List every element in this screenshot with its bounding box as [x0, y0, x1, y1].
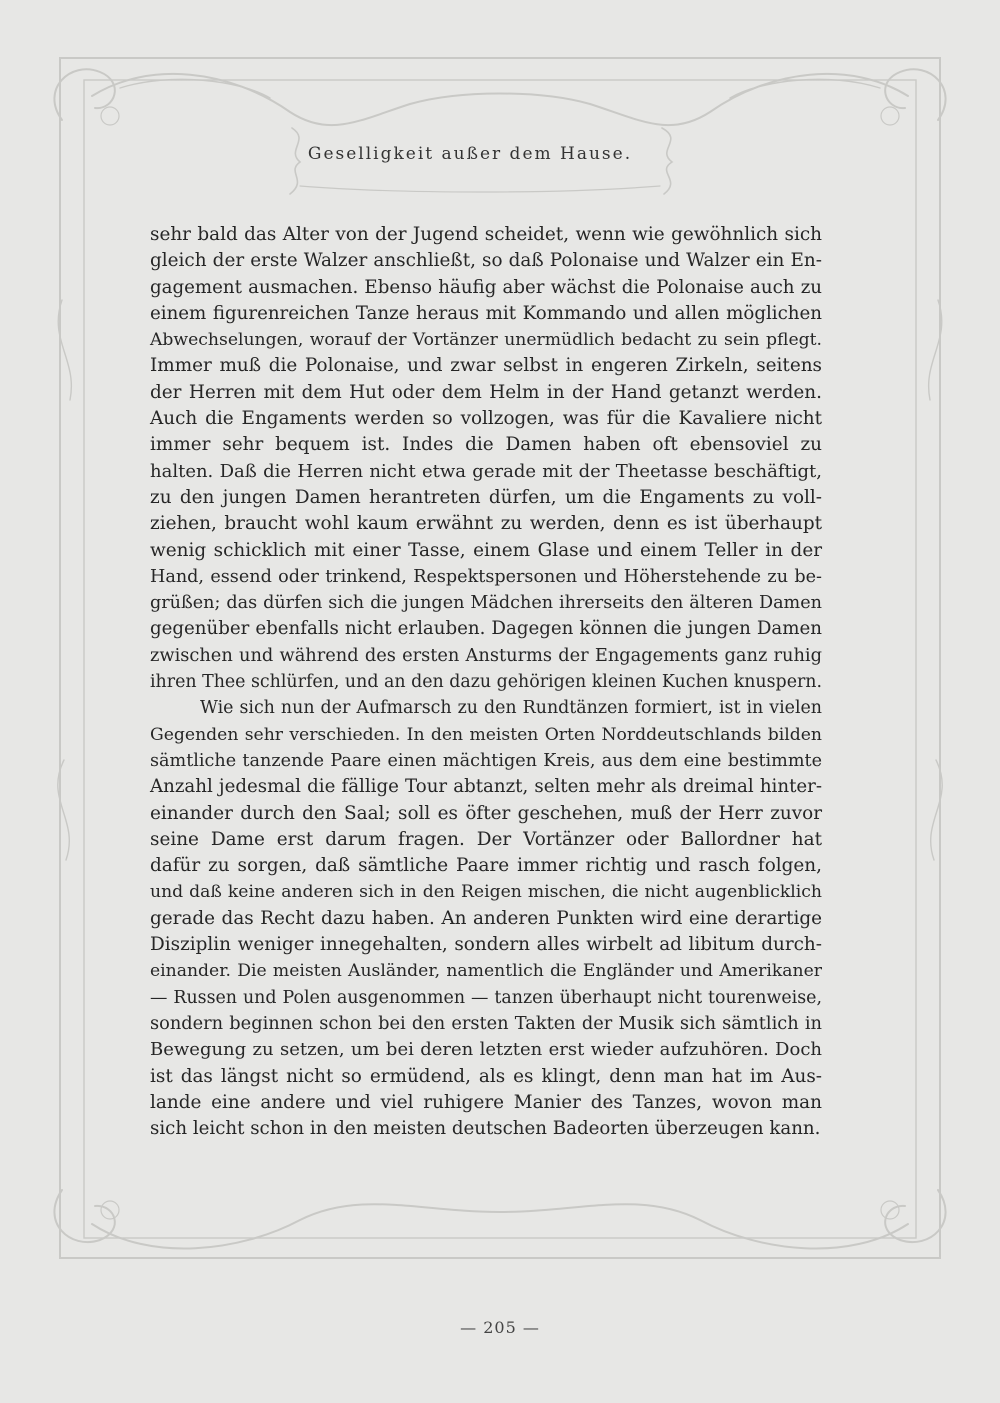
text-line: ziehen, braucht wohl kaum erwähnt zu werden, denn es ist überhaupt [150, 513, 822, 535]
text-line: lande eine andere und viel ruhigere Manier des Tanzes, wovon man [150, 1091, 822, 1113]
text-line: der Herren mit dem Hut oder dem Helm in der Hand getanzt werden. [150, 381, 822, 403]
text-line: grüßen; das dürfen sich die jungen Mädchen ihrerseits den älteren Damen [150, 593, 822, 614]
text-line: ist das längst nicht so ermüdend, als es klingt, denn man hat im Aus- [150, 1065, 822, 1087]
text-line: Disziplin weniger innegehalten, sondern alles wirbelt ad libitum durch- [150, 934, 822, 956]
text-line: Auch die Engaments werden so vollzogen, was für die Kavaliere nicht [150, 408, 822, 430]
paragraph-2 [150, 695, 822, 1142]
text-line: Hand, essend oder trinkend, Respektspersonen und Höherstehende zu be- [150, 566, 822, 587]
text-line: immer sehr bequem ist. Indes die Damen haben oft ebensoviel zu [150, 434, 822, 456]
text-line: Immer muß die Polonaise, und zwar selbst in engeren Zirkeln, seitens [150, 355, 822, 377]
page-number: — 205 — [460, 1318, 540, 1337]
text-line: zu den jungen Damen herantreten dürfen, um die Engaments zu voll- [150, 486, 822, 508]
text-line: gagement ausmachen. Ebenso häufig aber wächst die Polonaise auch zu [150, 276, 822, 298]
text-line: Abwechselungen, worauf der Vortänzer unermüdlich bedacht zu sein pflegt. [150, 330, 822, 351]
text-line: — Russen und Polen ausgenommen — tanzen überhaupt nicht tourenweise, [150, 987, 822, 1008]
text-line: seine Dame erst darum fragen. Der Vortänzer oder Ballordner hat [150, 828, 822, 850]
text-line: einander. Die meisten Ausländer, namentlich die Engländer und Amerikaner [150, 961, 822, 982]
text-line: sehr bald das Alter von der Jugend scheidet, wenn wie gewöhnlich sich [150, 224, 822, 245]
text-line: gerade das Recht dazu haben. An anderen Punkten wird eine derartige [150, 907, 822, 929]
body-text [150, 222, 822, 1142]
running-head: Geselligkeit außer dem Hause. [307, 144, 633, 164]
text-line: wenig schicklich mit einer Tasse, einem Glase und einem Teller in der [150, 539, 822, 561]
text-line: sich leicht schon in den meisten deutschen Badeorten überzeugen kann. [150, 1118, 821, 1140]
text-line: halten. Daß die Herren nicht etwa gerade mit der Theetasse beschäftigt, [150, 460, 822, 482]
text-line: einem figurenreichen Tanze heraus mit Kommando und allen möglichen [150, 302, 822, 324]
text-line: ihren Thee schlürfen, und an den dazu gehörigen kleinen Kuchen knuspern. [150, 672, 823, 693]
text-line: einander durch den Saal; soll es öfter geschehen, muß der Herr zuvor [150, 802, 822, 824]
text-line: Anzahl jedesmal die fällige Tour abtanzt, selten mehr als dreimal hinter- [150, 776, 822, 798]
text-line: zwischen und während des ersten Ansturms der Engagements ganz ruhig [150, 644, 822, 666]
paragraph-1 [150, 222, 822, 695]
text-line: und daß keine anderen sich in den Reigen mischen, die nicht augenblicklich [150, 882, 822, 903]
text-line: Gegenden sehr verschieden. In den meisten Orten Norddeutschlands bilden [150, 724, 822, 745]
text-line: Wie sich nun der Aufmarsch zu den Rundtänzen formiert, ist in vielen [200, 698, 822, 719]
text-line: gegenüber ebenfalls nicht erlauben. Dagegen können die jungen Damen [150, 618, 822, 640]
text-line: dafür zu sorgen, daß sämtliche Paare immer richtig und rasch folgen, [150, 855, 822, 877]
text-line: sondern beginnen schon bei den ersten Takten der Musik sich sämtlich in [150, 1012, 822, 1034]
text-line: sämtliche tanzende Paare einen mächtigen Kreis, aus dem eine bestimmte [150, 750, 822, 771]
text-line: Bewegung zu setzen, um bei deren letzten erst wieder aufzuhören. Doch [150, 1039, 822, 1061]
text-line: gleich der erste Walzer anschließt, so daß Polonaise und Walzer ein En- [150, 250, 822, 272]
